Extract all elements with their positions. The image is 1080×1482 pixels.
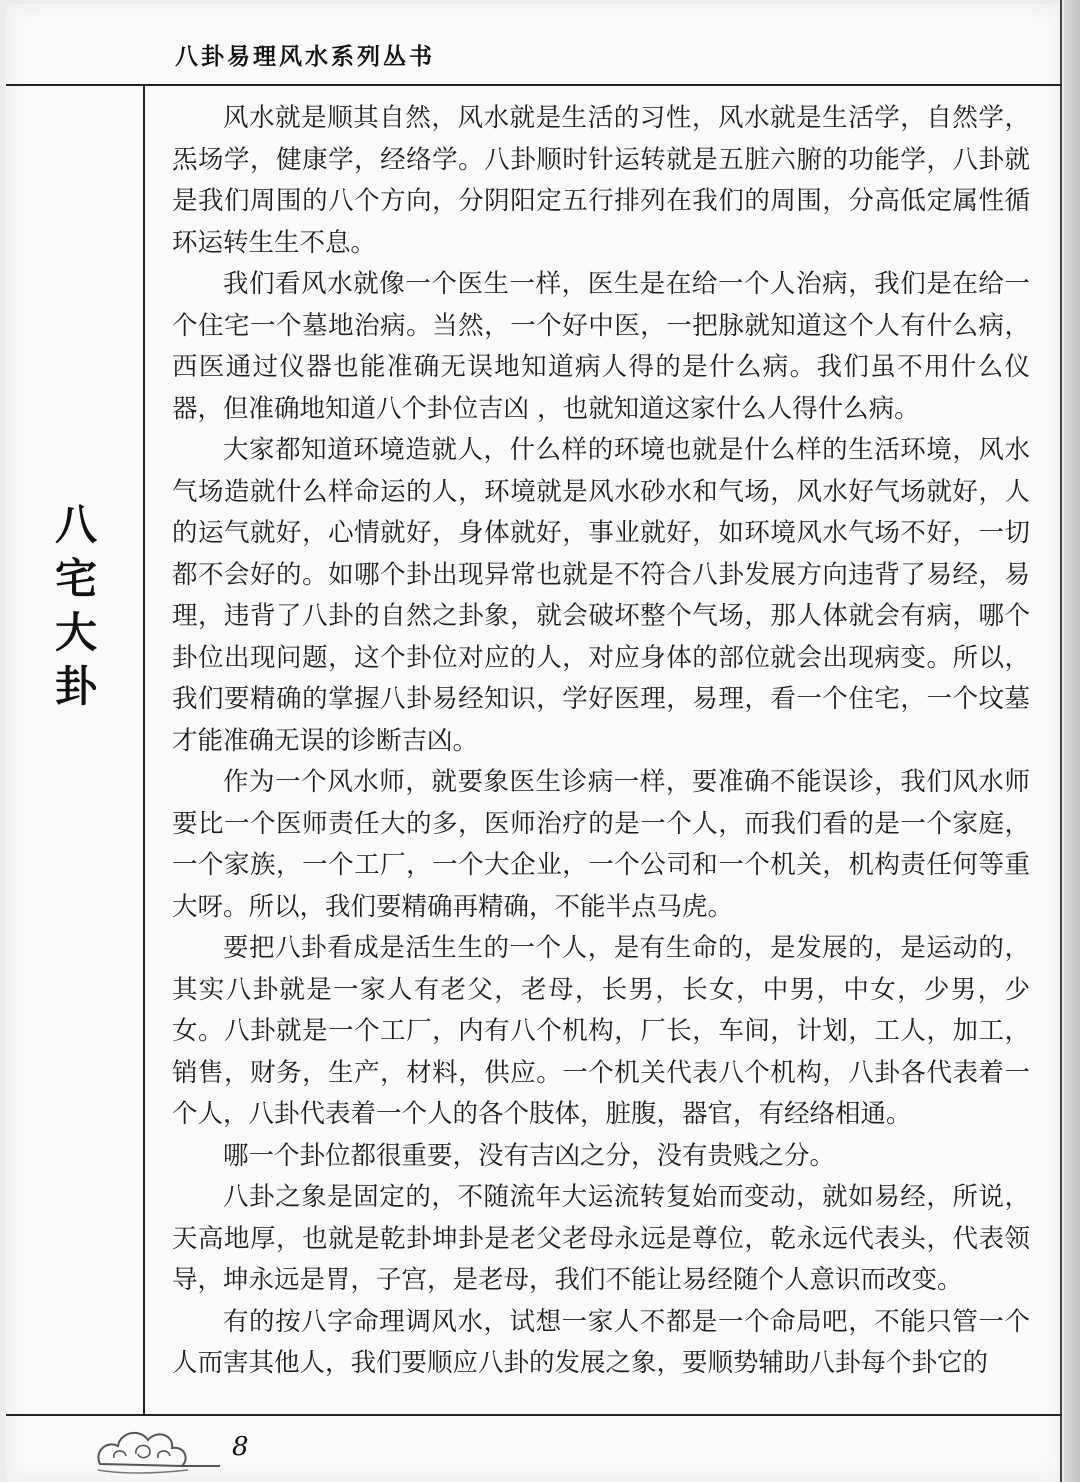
side-title-char: 卦 — [54, 662, 97, 711]
series-title: 八卦易理风水系列丛书 — [175, 44, 435, 70]
cloud-ornament-icon — [92, 1418, 222, 1478]
sidebar-rule — [143, 85, 145, 1415]
body-text — [172, 98, 1030, 1385]
paragraph: 要把八卦看成是活生生的一个人，是有生命的，是发展的，是运动的，其实八卦就是一家人有老父，老母，长男，长女，中男，中女，少男，少女。八卦就是一个工厂，内有八个机构，厂长，车间，计划，工人，加工，销售，财务，生产，材料，供应。一个机关代表八个机构，八卦各代表着一个人，八卦代表着一个人的各个肢体，脏腹，器官，有经络相通。 — [172, 933, 1030, 1129]
paragraph: 大家都知道环境造就人，什么样的环境也就是什么样的生活环境，风水气场造就什么样命运的人，环境就是风水砂水和气场，风水好气场就好，人的运气就好，心情就好，身体就好，事业就好，如环境风水气场不好，一切都不会好的。如哪个卦出现异常也就是不符合八卦发展方向违背了易经，易理，违背了八卦的自然之卦象，就会破坏整个气场，那人体就会有病，哪个卦位出现问题，这个卦位对应的人，对应身体的部位就会出现病变。所以，我们要精确的掌握八卦易经知识，学好医理，易理，看一个住宅，一个坟墓才能准确无误的诊断吉凶。 — [172, 435, 1030, 756]
side-title-char: 大 — [54, 608, 97, 657]
paragraph: 哪一个卦位都很重要，没有吉凶之分，没有贵贱之分。 — [223, 1140, 836, 1171]
paragraph: 八卦之象是固定的，不随流年大运流转复始而变动，就如易经，所说，天高地厚，也就是乾卦坤卦是老父老母永远是尊位，乾永远代表头，代表领导，坤永远是胃，子宫，是老母，我们不能让易经随个人意识而改变。 — [172, 1182, 1030, 1295]
paragraph: 我们看风水就像一个医生一样，医生是在给一个人治病，我们是在给一个住宅一个墓地治病。当然，一个好中医，一把脉就知道这个人有什么病，西医通过仪器也能准确无误地知道病人得的是什么病。我们虽不用什么仪器，但准确地知道八个卦位吉凶 ，也就知道这家什么人得什么病。 — [172, 269, 1030, 424]
chapter-side-title — [44, 498, 108, 714]
paragraph: 有的按八字命理调风水，试想一家人不都是一个命局吧，不能只管一个人而害其他人，我们要顺应八卦的发展之象，要顺势辅助八卦每个卦它的 — [172, 1306, 1030, 1378]
side-title-char: 宅 — [54, 554, 97, 603]
page-edge-shadow — [1064, 0, 1080, 1482]
footer-rule — [6, 1414, 1062, 1416]
paragraph: 风水就是顺其自然，风水就是生活的习性，风水就是生活学，自然学，炁场学，健康学，经络学。八卦顺时针运转就是五脏六腑的功能学，八卦就是我们周围的八个方向，分阴阳定五行排列在我们的周围，分高低定属性循环运转生生不息。 — [172, 103, 1030, 258]
side-title-char: 八 — [54, 500, 97, 549]
page-number: 8 — [232, 1432, 249, 1462]
paragraph: 作为一个风水师，就要象医生诊病一样，要准确不能误诊，我们风水师要比一个医师责任大的多，医师治疗的是一个人，而我们看的是一个家庭，一个家族，一个工厂，一个大企业，一个公司和一个机关，机构责任何等重大呀。所以，我们要精确再精确，不能半点马虎。 — [172, 767, 1030, 922]
header-rule — [6, 84, 1062, 86]
page-edge-line — [1060, 0, 1062, 1482]
